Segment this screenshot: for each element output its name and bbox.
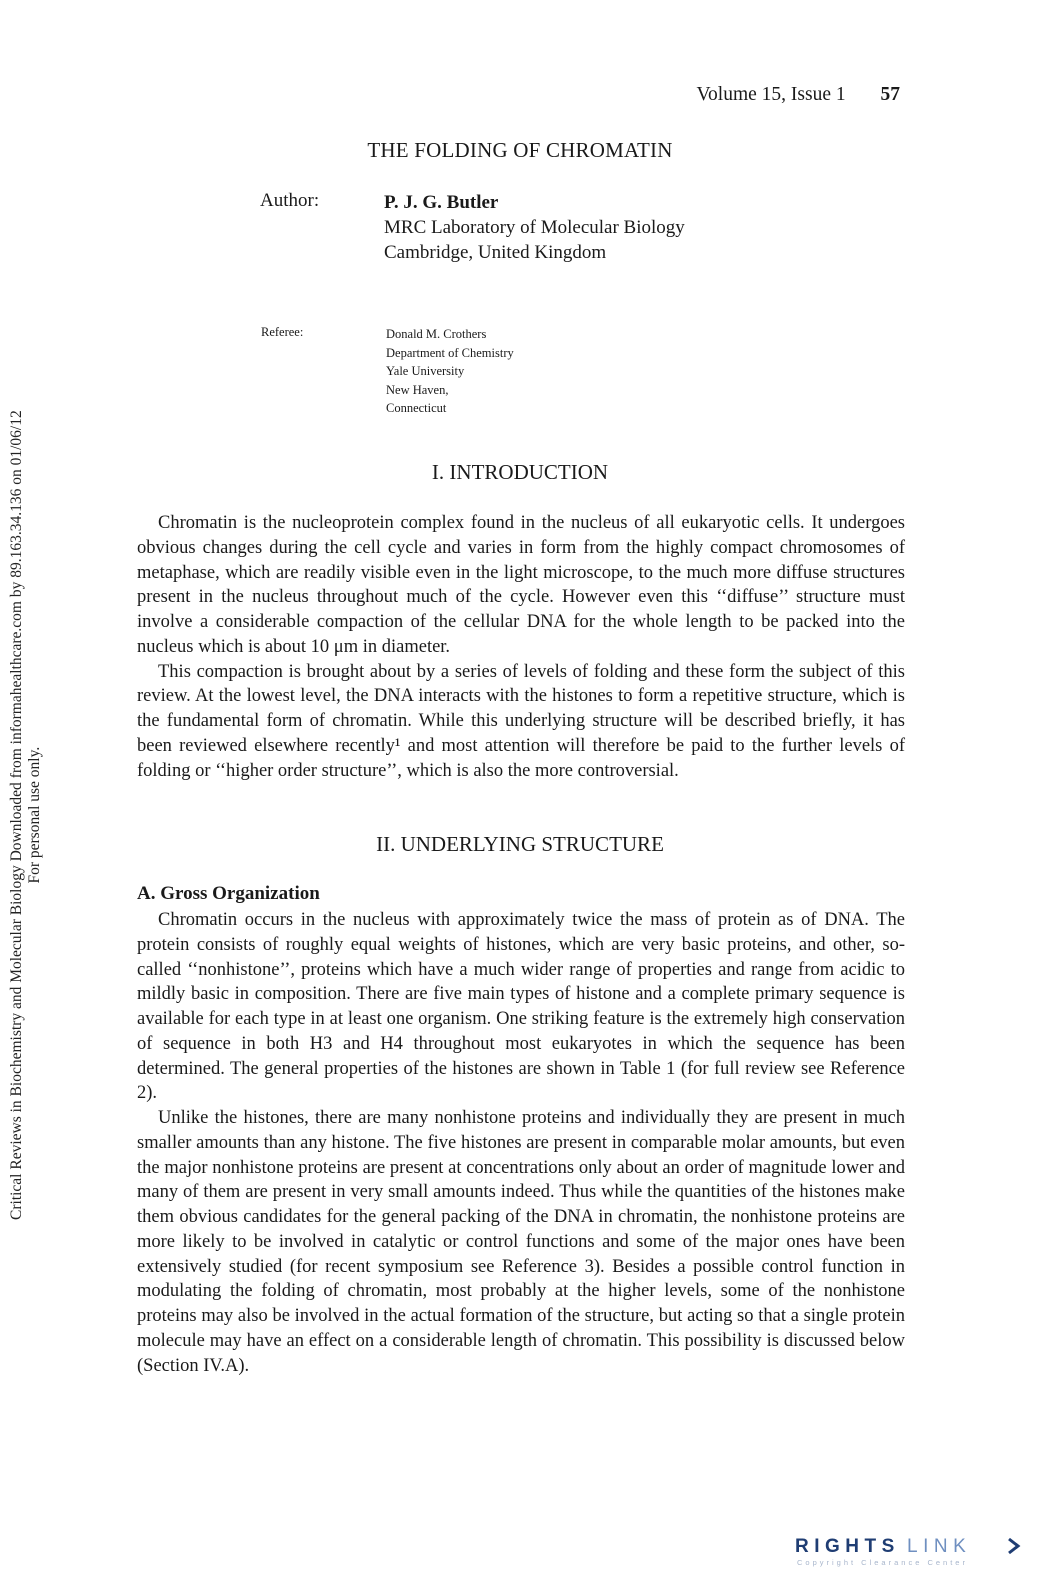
volume-issue: Volume 15, Issue 1 bbox=[696, 84, 846, 105]
referee-line: Connecticut bbox=[386, 401, 447, 415]
page-number: 57 bbox=[880, 84, 900, 105]
author-name: P. J. G. Butler bbox=[384, 192, 499, 213]
author-block bbox=[384, 190, 685, 265]
logo-text-bold: RIGHTS bbox=[795, 1536, 900, 1557]
side-note-line-2: For personal use only. bbox=[26, 746, 43, 884]
introduction-text bbox=[137, 511, 905, 783]
paragraph: Unlike the histones, there are many nonhistone proteins and individually they are present in much smaller amounts than any histone. The five histones are present in comparable molar amounts, but even the major nonhistone proteins are present at concentrations only about an order of magnitude lower and many of them are present in very small amounts indeed. Thus while the quantities of the histones make them obvious candidates for the general packing of the DNA in chromatin, the nonhistone proteins are more likely to be involved in catalytic or control functions and some of the major ones have been extensively studied (for recent symposium see Reference 3). Besides a possible control function in modulating the folding of chromatin, most probably at the higher levels, some of the nonhistone proteins may also be involved in the actual formation of the structure, but acting so that a single protein molecule may have an effect on a considerable length of chromatin. This possibility is discussed below (Section IV.A). bbox=[137, 1108, 905, 1376]
paragraph: Chromatin is the nucleoprotein complex found in the nucleus of all eukaryotic cells. It undergoes obvious changes during the cell cycle and varies in form from the highly compact chromosomes of metaphase, which are readily visible even in the light microscope, to the much more diffuse structures present in the nucleus throughout much of the cycle. However even this ‘‘diffuse’’ structure must involve a considerable compaction of the cellular DNA for the whole length to be packed into the nucleus which is about 10 μm in diameter. bbox=[137, 513, 905, 657]
referee-line: Department of Chemistry bbox=[386, 345, 514, 360]
section-heading-underlying-structure: II. UNDERLYING STRUCTURE bbox=[376, 832, 664, 856]
subsection-heading: A. Gross Organization bbox=[137, 883, 320, 904]
referee-line: Yale University bbox=[386, 364, 465, 378]
paragraph: Chromatin occurs in the nucleus with approximately twice the mass of protein as of DNA. The protein consists of roughly equal weights of histones, which are very basic proteins, and other, so-called ‘‘nonhistone’’, proteins which have a much wider range of properties and range from acidic to mildly basic in composition. There are five main types of histone and a complete primary sequence is available for each type in at least one organism. One striking feature is the extremely high conservation of sequence in both H3 and H4 throughout most eukaryotes in which the sequence has been determined. The general properties of the histones are shown in Table 1 (for full review see Reference 2). bbox=[137, 910, 905, 1104]
logo-text-light: LINK bbox=[907, 1536, 972, 1557]
referee-block bbox=[386, 325, 514, 418]
article-title: THE FOLDING OF CHROMATIN bbox=[367, 138, 673, 162]
author-affiliation-1: MRC Laboratory of Molecular Biology bbox=[384, 217, 685, 238]
author-affiliation-2: Cambridge, United Kingdom bbox=[384, 242, 607, 263]
referee-line: New Haven, bbox=[386, 382, 449, 397]
download-side-note bbox=[8, 410, 44, 1220]
paragraph: This compaction is brought about by a series of levels of folding and these form the subject of this review. At the lowest level, the DNA interacts with the histones to form a repetitive structure, which is the fundamental form of chromatin. While this underlying structure will be described briefly, it has been reviewed elsewhere recently¹ and most attention will therefore be paid to the further levels of folding or ‘‘higher order structure’’, which is also the more controversial. bbox=[137, 661, 905, 781]
logo-chevron-icon bbox=[1009, 1539, 1018, 1553]
running-head bbox=[696, 84, 900, 106]
referee-label: Referee: bbox=[261, 325, 304, 339]
rightslink-logo[interactable] bbox=[795, 1530, 1035, 1570]
logo-tagline: Copyright Clearance Center bbox=[797, 1558, 968, 1567]
section-heading-introduction: I. INTRODUCTION bbox=[431, 460, 609, 484]
author-label: Author: bbox=[260, 190, 320, 211]
underlying-structure-text bbox=[137, 908, 905, 1378]
referee-line: Donald M. Crothers bbox=[386, 327, 487, 341]
side-note-line-1: Critical Reviews in Biochemistry and Molecular Biology Downloaded from informahealthcare.com by 89.163.34.136 on 01/06/12 bbox=[8, 410, 25, 1220]
